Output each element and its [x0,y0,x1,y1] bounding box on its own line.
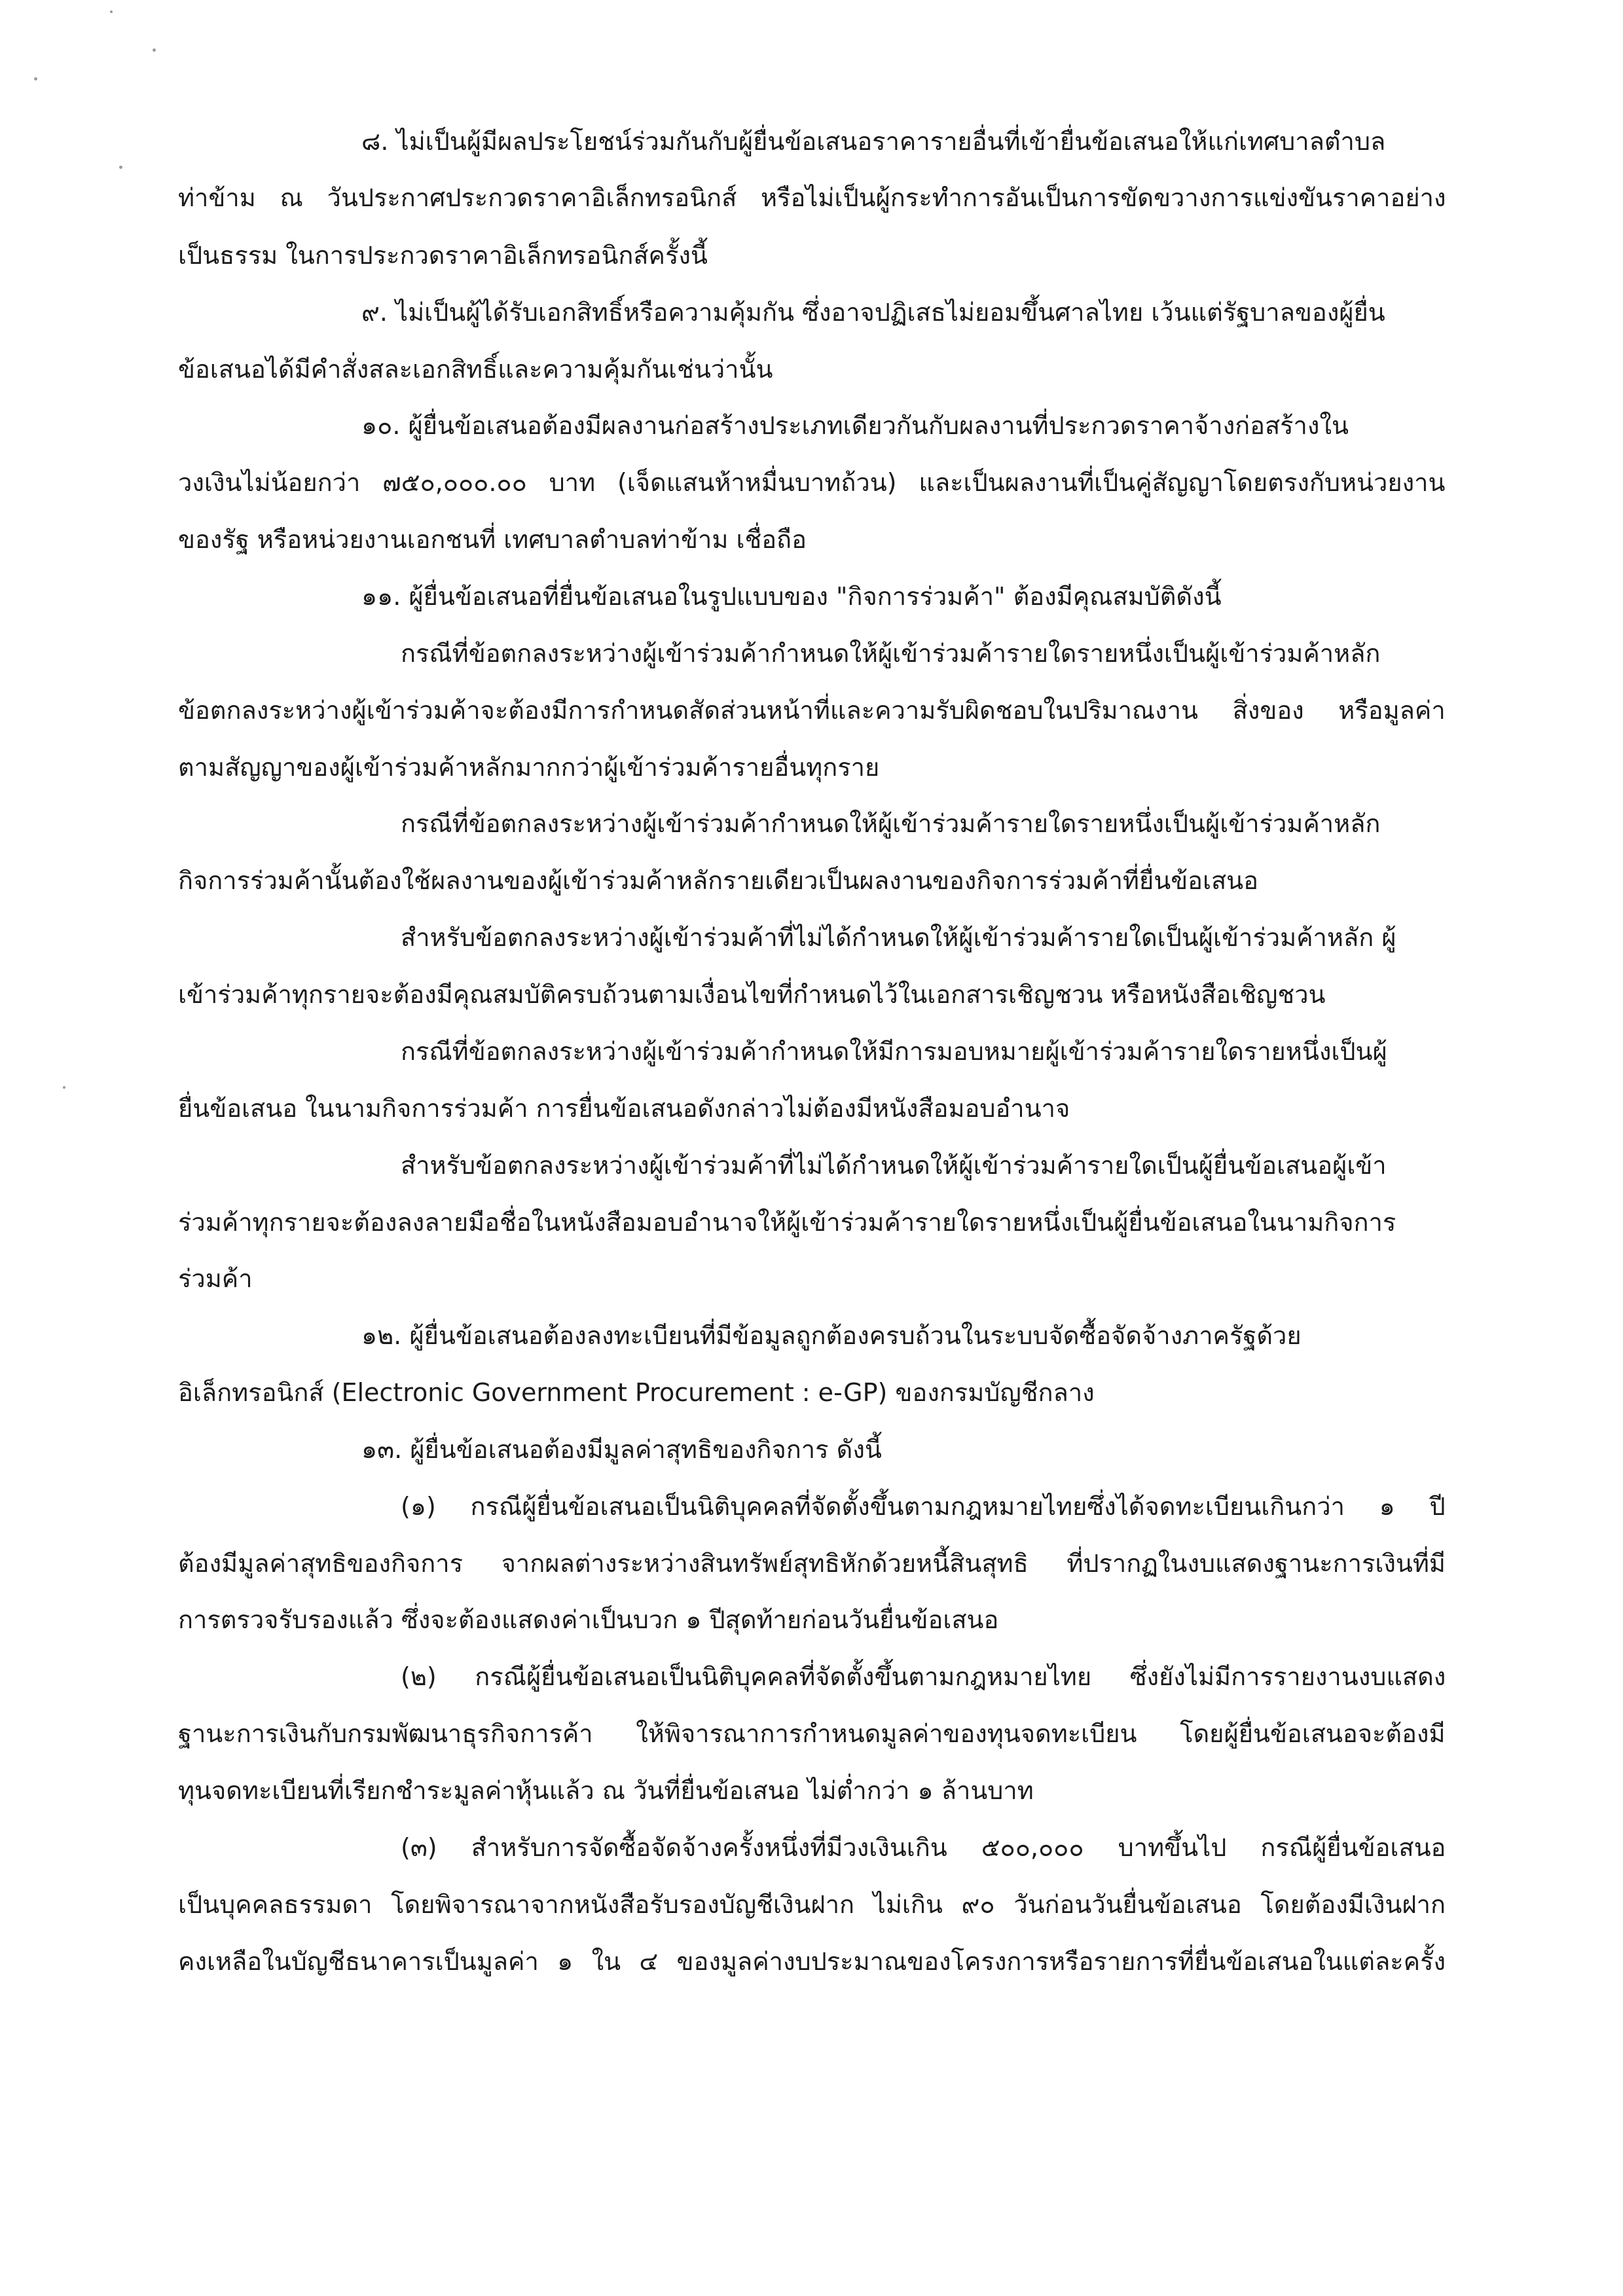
text-line: เป็นบุคคลธรรมดา โดยพิจารณาจากหนังสือรับรองบัญชีเงินฝาก ไม่เกิน ๙๐ วันก่อนวันยื่นข้อเสนอ โดยต้องมีเงินฝาก [178,1890,1446,1919]
scan-speck [63,1086,65,1089]
text-line: ต้องมีมูลค่าสุทธิของกิจการ จากผลต่างระหว่างสินทรัพย์สุทธิหักด้วยหนี้สินสุทธิ ที่ปรากฏในงบแสดงฐานะการเงินที่มี [178,1549,1446,1578]
text-line: เป็นธรรม ในการประกวดราคาอิเล็กทรอนิกส์ครั้งนี้ [178,241,708,270]
text-line: ร่วมค้าทุกรายจะต้องลงลายมือชื่อในหนังสือมอบอำนาจให้ผู้เข้าร่วมค้ารายใดรายหนึ่งเป็นผู้ยื่นข้อเสนอในนามกิจการ [178,1208,1396,1237]
text-line: การตรวจรับรองแล้ว ซึ่งจะต้องแสดงค่าเป็นบวก ๑ ปีสุดท้ายก่อนวันยื่นข้อเสนอ [178,1605,999,1634]
scan-speck [34,77,37,81]
text-line: (๑) กรณีผู้ยื่นข้อเสนอเป็นนิติบุคคลที่จัดตั้งขึ้นตามกฎหมายไทยซึ่งได้จดทะเบียนเกินกว่า ๑ ปี [401,1492,1446,1521]
text-line: เข้าร่วมค้าทุกรายจะต้องมีคุณสมบัติครบถ้วนตามเงื่อนไขที่กำหนดไว้ในเอกสารเชิญชวน หรือหนังสือเชิญชวน [178,980,1326,1009]
text-line: (๒) กรณีผู้ยื่นข้อเสนอเป็นนิติบุคคลที่จัดตั้งขึ้นตามกฎหมายไทย ซึ่งยังไม่มีการรายงานงบแสดง [401,1662,1446,1691]
scan-speck [153,48,156,52]
text-line: ฐานะการเงินกับกรมพัฒนาธุรกิจการค้า ให้พิจารณาการกำหนดมูลค่าของทุนจดทะเบียน โดยผู้ยื่นข้อเสนอจะต้องมี [178,1719,1446,1748]
text-line: กรณีที่ข้อตกลงระหว่างผู้เข้าร่วมค้ากำหนดให้มีการมอบหมายผู้เข้าร่วมค้ารายใดรายหนึ่งเป็นผู้ [401,1037,1387,1066]
text-line: วงเงินไม่น้อยกว่า ๗๕๐,๐๐๐.๐๐ บาท (เจ็ดแสนห้าหมื่นบาทถ้วน) และเป็นผลงานที่เป็นคู่สัญญาโดยตรงกับหน่วยงาน [178,468,1446,497]
text-line: ของรัฐ หรือหน่วยงานเอกชนที่ เทศบาลตำบลท่าข้าม เชื่อถือ [178,525,807,554]
text-line: ๑๒. ผู้ยื่นข้อเสนอต้องลงทะเบียนที่มีข้อมูลถูกต้องครบถ้วนในระบบจัดซื้อจัดจ้างภาครัฐด้วย [361,1321,1302,1350]
text-line: (๓) สำหรับการจัดซื้อจัดจ้างครั้งหนึ่งที่มีวงเงินเกิน ๕๐๐,๐๐๐ บาทขึ้นไป กรณีผู้ยื่นข้อเสนอ [401,1833,1446,1862]
text-line: กิจการร่วมค้านั้นต้องใช้ผลงานของผู้เข้าร่วมค้าหลักรายเดียวเป็นผลงานของกิจการร่วมค้าที่ยื่นข้อเสนอ [178,866,1258,895]
text-line: สำหรับข้อตกลงระหว่างผู้เข้าร่วมค้าที่ไม่ได้กำหนดให้ผู้เข้าร่วมค้ารายใดเป็นผู้ยื่นข้อเสนอผู้เข้า [401,1151,1387,1180]
text-line: กรณีที่ข้อตกลงระหว่างผู้เข้าร่วมค้ากำหนดให้ผู้เข้าร่วมค้ารายใดรายหนึ่งเป็นผู้เข้าร่วมค้าหลัก [401,809,1381,838]
text-line: ๘. ไม่เป็นผู้มีผลประโยชน์ร่วมกันกับผู้ยื่นข้อเสนอราคารายอื่นที่เข้ายื่นข้อเสนอให้แก่เทศบาลตำบล [361,127,1386,156]
text-line: สำหรับข้อตกลงระหว่างผู้เข้าร่วมค้าที่ไม่ได้กำหนดให้ผู้เข้าร่วมค้ารายใดเป็นผู้เข้าร่วมค้าหลัก ผู้ [401,923,1396,952]
text-line: กรณีที่ข้อตกลงระหว่างผู้เข้าร่วมค้ากำหนดให้ผู้เข้าร่วมค้ารายใดรายหนึ่งเป็นผู้เข้าร่วมค้าหลัก [401,639,1381,668]
text-line: อิเล็กทรอนิกส์ (Electronic Government Procurement : e-GP) ของกรมบัญชีกลาง [178,1378,1095,1407]
text-line: ร่วมค้า [178,1264,253,1293]
text-line: ท่าข้าม ณ วันประกาศประกวดราคาอิเล็กทรอนิกส์ หรือไม่เป็นผู้กระทำการอันเป็นการขัดขวางการแข่งขันราคาอย่าง [178,183,1446,212]
text-line: ๙. ไม่เป็นผู้ได้รับเอกสิทธิ์หรือความคุ้มกัน ซึ่งอาจปฏิเสธไม่ยอมขึ้นศาลไทย เว้นแต่รัฐบาลของผู้ยื่น [361,298,1385,327]
text-line: ๑๐. ผู้ยื่นข้อเสนอต้องมีผลงานก่อสร้างประเภทเดียวกันกับผลงานที่ประกวดราคาจ้างก่อสร้างใน [361,411,1349,440]
text-line: ตามสัญญาของผู้เข้าร่วมค้าหลักมากกว่าผู้เข้าร่วมค้ารายอื่นทุกราย [178,753,880,782]
text-line: ๑๓. ผู้ยื่นข้อเสนอต้องมีมูลค่าสุทธิของกิจการ ดังนี้ [361,1435,882,1464]
text-line: ยื่นข้อเสนอ ในนามกิจการร่วมค้า การยื่นข้อเสนอดังกล่าวไม่ต้องมีหนังสือมอบอำนาจ [178,1094,1070,1123]
text-line: คงเหลือในบัญชีธนาคารเป็นมูลค่า ๑ ใน ๔ ของมูลค่างบประมาณของโครงการหรือรายการที่ยื่นข้อเสนอในแต่ละครั้ง [178,1947,1446,1976]
text-line: ๑๑. ผู้ยื่นข้อเสนอที่ยื่นข้อเสนอในรูปแบบของ "กิจการร่วมค้า" ต้องมีคุณสมบัติดังนี้ [361,582,1222,611]
text-line: ข้อตกลงระหว่างผู้เข้าร่วมค้าจะต้องมีการกำหนดสัดส่วนหน้าที่และความรับผิดชอบในปริมาณงาน สิ่งของ หรือมูลค่า [178,696,1446,725]
scan-speck [110,10,113,13]
scan-speck [119,166,122,169]
text-line: ข้อเสนอได้มีคำสั่งสละเอกสิทธิ์และความคุ้มกันเช่นว่านั้น [178,355,773,384]
text-line: ทุนจดทะเบียนที่เรียกชำระมูลค่าหุ้นแล้ว ณ วันที่ยื่นข้อเสนอ ไม่ต่ำกว่า ๑ ล้านบาท [178,1776,1034,1805]
